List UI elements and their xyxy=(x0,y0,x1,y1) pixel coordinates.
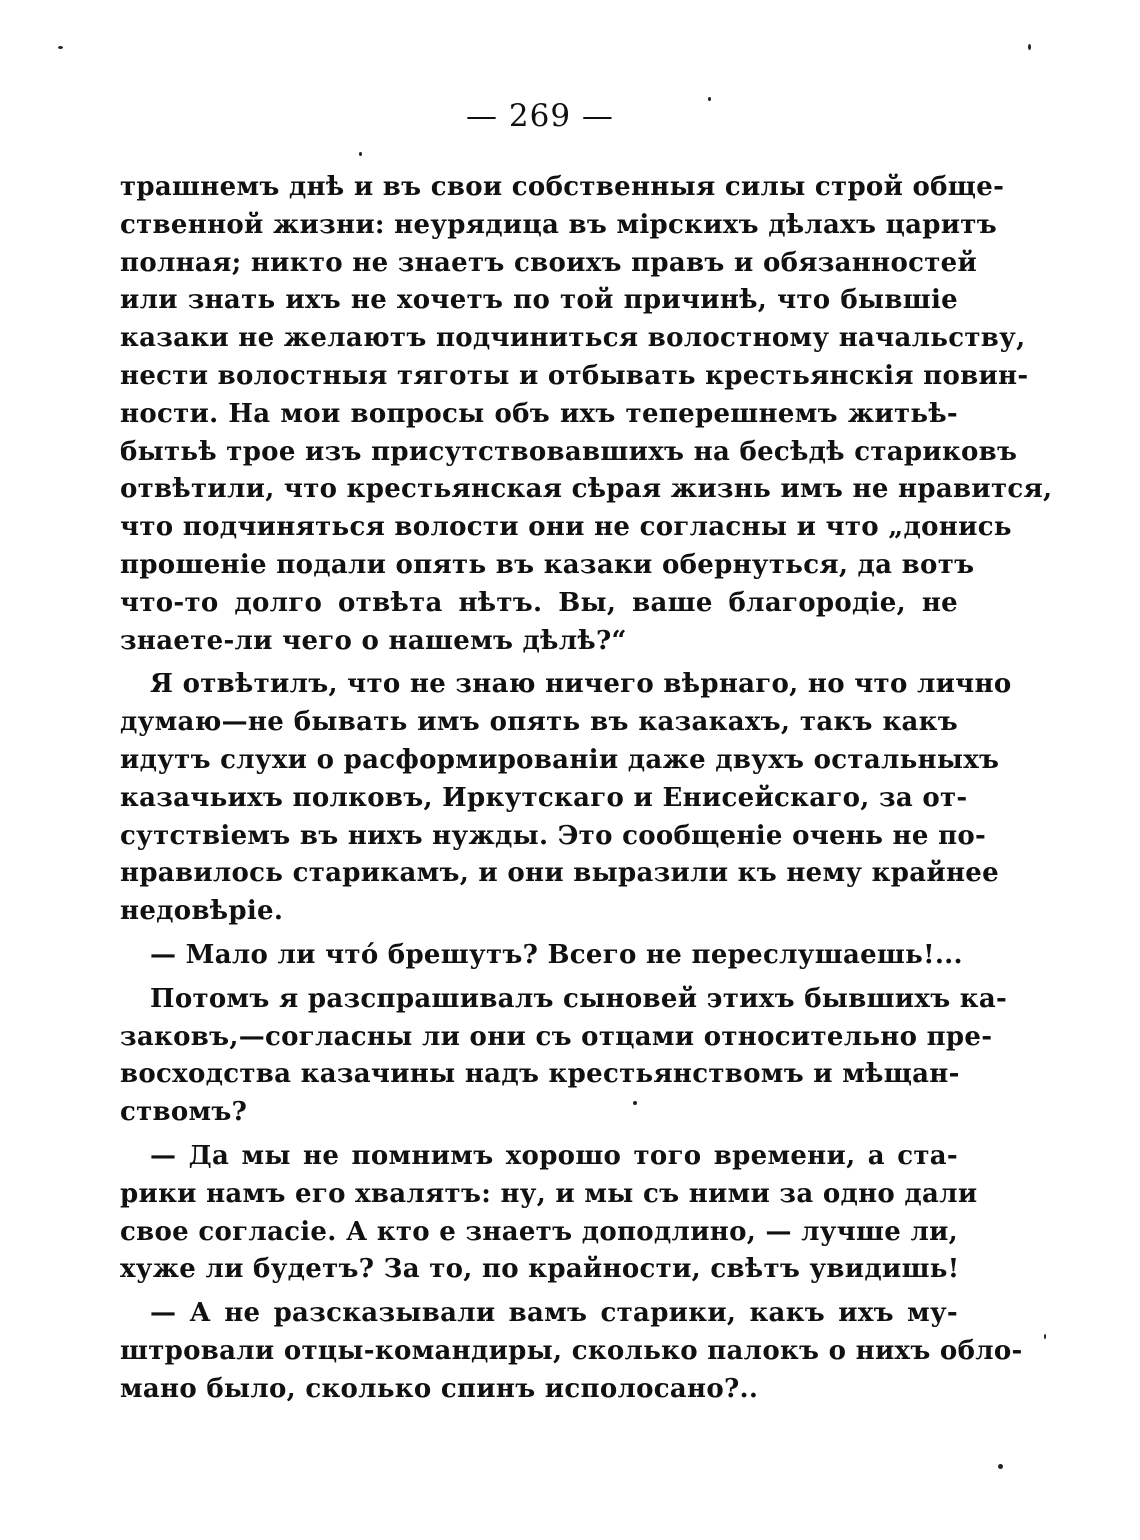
text-line: полная; никто не знаетъ своихъ правъ и обязанностей xyxy=(120,247,978,278)
text-line: прошеніе подали опять въ казаки обернуться, да вотъ xyxy=(120,549,975,580)
text-line: отвѣтили, что крестьянская сѣрая жизнь имъ не нравится, xyxy=(120,474,1053,505)
scan-speck xyxy=(633,1101,637,1105)
text-line: ственной жизни: неурядица въ мірскихъ дѣлахъ царитъ xyxy=(120,209,997,240)
paragraph-3 xyxy=(120,937,963,975)
text-line: нести волостныя тяготы и отбывать крестьянскія повин- xyxy=(120,360,1029,391)
paragraph-6 xyxy=(120,1295,1023,1408)
text-line: что-то долго отвѣта нѣтъ. Вы, ваше благородіе, не xyxy=(120,587,958,618)
paragraph-4 xyxy=(120,981,1008,1132)
text-line: или знать ихъ не хочетъ по той причинѣ, что бывшіе xyxy=(120,285,958,316)
paragraph-2 xyxy=(120,666,1012,931)
text-line: бытьѣ трое изъ присутствовавшихъ на бесѣдѣ стариковъ xyxy=(120,436,1018,467)
text-line: хуже ли будетъ? За то, по крайности, свѣтъ увидишь! xyxy=(120,1254,960,1285)
text-line: — Да мы не помнимъ хорошо того времени, а ста- xyxy=(150,1140,958,1171)
scan-speck xyxy=(1028,44,1031,50)
text-line: рики намъ его хвалятъ: ну, и мы съ ними за одно дали xyxy=(120,1178,978,1209)
text-line: нравилось старикамъ, и они выразили къ нему крайнее xyxy=(120,858,999,889)
text-line: штровали отцы-командиры, сколько палокъ о нихъ обло- xyxy=(120,1335,1023,1366)
text-line: ствомъ? xyxy=(120,1097,248,1128)
paragraph-5 xyxy=(120,1138,978,1289)
scan-speck xyxy=(998,1464,1003,1469)
text-line: недовѣріе. xyxy=(120,896,284,927)
text-line: мано было, сколько спинъ исполосано?.. xyxy=(120,1373,759,1404)
text-line: ности. На мои вопросы объ ихъ теперешнемъ житьѣ- xyxy=(120,398,958,429)
text-line: — А не разсказывали вамъ старики, какъ ихъ му- xyxy=(150,1298,958,1329)
page-number: — 269 — xyxy=(466,98,614,134)
scan-speck xyxy=(58,46,63,49)
body-text xyxy=(120,169,1053,1415)
scan-speck xyxy=(359,152,362,156)
scan-speck xyxy=(1044,1334,1046,1339)
text-line: заковъ,—согласны ли они съ отцами относительно пре- xyxy=(120,1021,993,1052)
text-line: трашнемъ днѣ и въ свои собственныя силы строй обще- xyxy=(120,172,1005,202)
text-line: казачьихъ полковъ, Иркутскаго и Енисейскаго, за от- xyxy=(120,782,968,813)
text-line: думаю—не бывать имъ опять въ казакахъ, такъ какъ xyxy=(120,707,958,738)
text-line: сутствіемъ въ нихъ нужды. Это сообщеніе очень не по- xyxy=(120,820,987,851)
text-line: знаете-ли чего о нашемъ дѣлѣ?“ xyxy=(120,625,627,656)
text-line: что подчиняться волости они не согласны и что „донись xyxy=(120,512,1012,543)
text-line: свое согласіе. А кто е знаетъ доподлино, — лучше ли, xyxy=(120,1216,959,1247)
text-line: казаки не желаютъ подчиниться волостному начальству, xyxy=(120,323,1026,354)
text-line: идутъ слухи о расформированіи даже двухъ остальныхъ xyxy=(120,744,1000,775)
text-line: — Мало ли что́ брешутъ? Всего не переслушаешь!... xyxy=(150,939,963,970)
scan-speck xyxy=(708,97,711,101)
text-line: Я отвѣтилъ, что не знаю ничего вѣрнаго, но что лично xyxy=(150,669,1012,700)
text-line: восходства казачины надъ крестьянствомъ и мѣщан- xyxy=(120,1059,960,1090)
text-line: Потомъ я разспрашивалъ сыновей этихъ бывшихъ ка- xyxy=(150,983,1008,1014)
paragraph-1 xyxy=(120,169,1053,660)
